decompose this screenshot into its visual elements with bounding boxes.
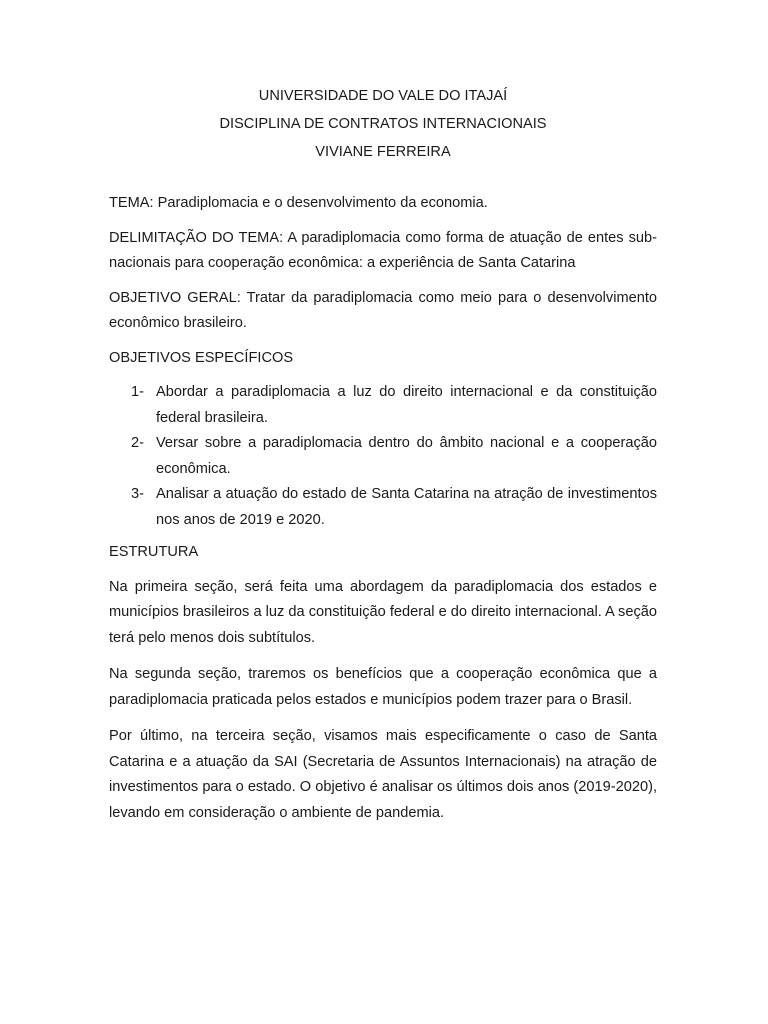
document-page — [109, 82, 657, 837]
estrutura-paragraph: Na primeira seção, será feita uma abordagem da paradiplomacia dos estados e municípios brasileiros a luz da constituição federal e do direito internacional. A seção terá pelo menos dois subtítulos. — [109, 578, 657, 646]
objetivo-geral-paragraph: OBJETIVO GERAL: Tratar da paradiplomacia como meio para o desenvolvimento econômico brasileiro. — [109, 289, 657, 331]
estrutura-heading: ESTRUTURA — [109, 544, 199, 560]
objetivo-number: 1- — [131, 384, 144, 400]
objetivo-text: Analisar a atuação do estado de Santa Catarina na atração de investimentos nos anos de 2019 e 2020. — [156, 486, 657, 528]
objetivo-item — [109, 380, 657, 431]
estrutura-paragraph: Por último, na terceira seção, visamos mais especificamente o caso de Santa Catarina e a atuação da SAI (Secretaria de Assuntos Internacionais) na atração de investimentos para o estado. O objetivo é analisar os últimos dois anos (2019-2020), levando em consideração o ambiente de pandemia. — [109, 728, 657, 821]
objetivo-item — [109, 431, 657, 482]
tema-paragraph: TEMA: Paradiplomacia e o desenvolvimento da economia. — [109, 195, 488, 211]
delimitacao-paragraph: DELIMITAÇÃO DO TEMA: A paradiplomacia como forma de atuação de entes sub-nacionais para cooperação econômica: a experiência de Santa Catarina — [109, 229, 657, 271]
objetivo-text: Versar sobre a paradiplomacia dentro do âmbito nacional e a cooperação econômica. — [156, 435, 657, 477]
objetivo-number: 3- — [131, 486, 144, 502]
objetivo-number: 2- — [131, 435, 144, 451]
document-header — [109, 82, 657, 166]
estrutura-paragraph: Na segunda seção, traremos os benefícios que a cooperação econômica que a paradiplomacia praticada pelos estados e municípios podem trazer para o Brasil. — [109, 666, 657, 708]
discipline-name: DISCIPLINA DE CONTRATOS INTERNACIONAIS — [219, 116, 547, 132]
author-name: VIVIANE FERREIRA — [315, 144, 451, 160]
university-name: UNIVERSIDADE DO VALE DO ITAJAÍ — [258, 88, 508, 104]
objetivos-especificos-heading: OBJETIVOS ESPECÍFICOS — [109, 349, 294, 366]
objetivo-text: Abordar a paradiplomacia a luz do direito internacional e da constituição federal brasileira. — [156, 384, 657, 426]
objetivos-especificos-list — [109, 380, 657, 533]
objetivo-item — [109, 482, 657, 533]
